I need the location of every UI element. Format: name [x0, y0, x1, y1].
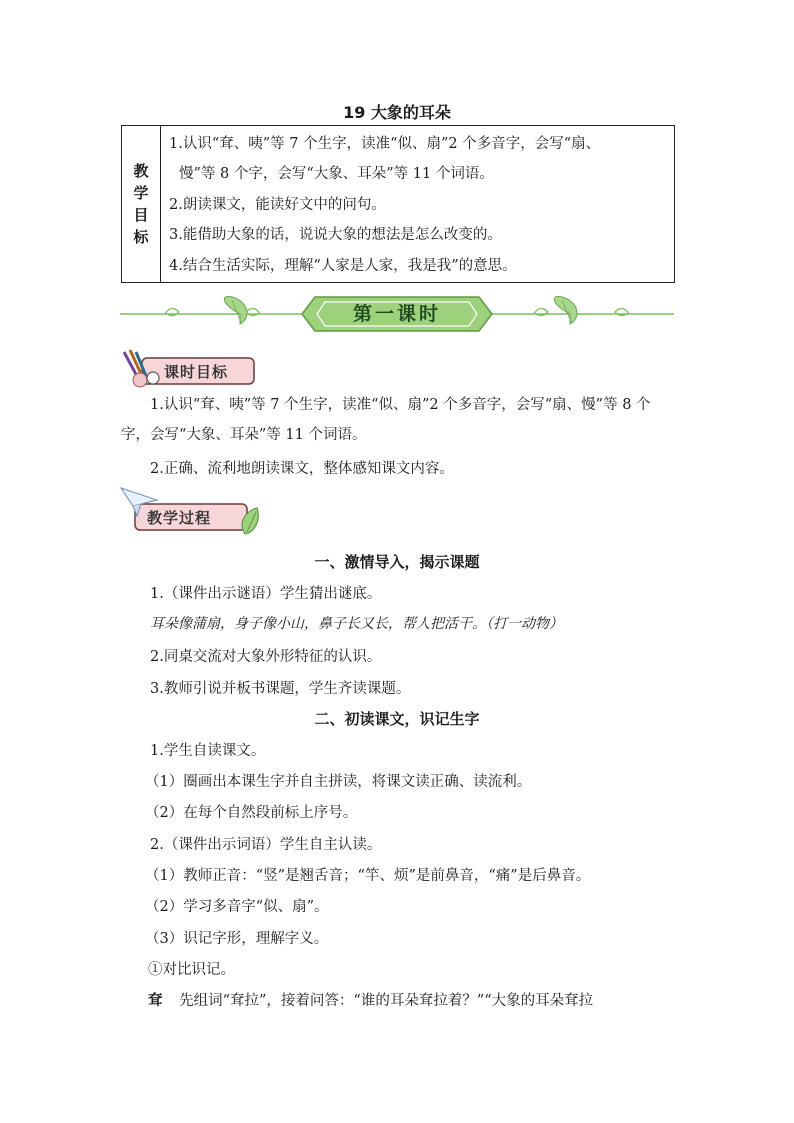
- goal-item: 慢”等 8 个字，会写“大象、耳朵”等 11 个词语。: [179, 166, 494, 183]
- character-explanation-text: 先组词“耷拉”，接着问答：“谁的耳朵耷拉着？”“大象的耳朵耷拉: [179, 993, 594, 1009]
- process-substep: （2）学习多音字“似、扇”。: [145, 899, 329, 915]
- process-step: 1.（课件出示谜语）学生猜出谜底。: [150, 586, 382, 602]
- section-heading: 一、激情导入，揭示课题: [314, 553, 480, 571]
- objective-paragraph: 2.正确、流利地朗读课文，整体感知课文内容。: [150, 461, 454, 477]
- goal-item: 2.朗读课文，能读好文中的问句。: [169, 196, 386, 213]
- process-step: 3.教师引说并板书课题，学生齐读课题。: [150, 681, 411, 697]
- lesson-objective-label: 课时目标: [164, 363, 229, 381]
- goal-item: 3.能借助大象的话，说说大象的想法是怎么改变的。: [169, 227, 502, 244]
- focus-character: 耷: [148, 993, 163, 1009]
- leaf-icon: [224, 296, 247, 324]
- character-explanation: [148, 989, 593, 1010]
- goals-list-cell: [161, 126, 675, 283]
- teaching-process-label: 教学过程: [147, 509, 212, 527]
- process-substep: ①对比识记。: [148, 962, 235, 978]
- goal-item: 4.结合生活实际，理解“人家是人家，我是我”的意思。: [169, 257, 517, 274]
- process-step: 2.同桌交流对大象外形特征的认识。: [150, 649, 382, 665]
- lesson-title: 19 大象的耳朵: [343, 103, 451, 122]
- goals-label-char: 教: [133, 162, 149, 180]
- process-substep: （1）教师正音：“竖”是翘舌音；“竿、烦”是前鼻音，“痛”是后鼻音。: [145, 868, 591, 884]
- process-step: 2.（课件出示词语）学生自主认读。: [150, 837, 382, 853]
- lesson-banner-title: 第一课时: [352, 303, 441, 325]
- process-step: 1.学生自读课文。: [150, 743, 266, 759]
- riddle-text: 耳朵像蒲扇，身子像小山，鼻子长又长，帮人把活干。（打一动物）: [150, 616, 563, 632]
- teaching-goals-table: [121, 125, 675, 283]
- process-substep: （2）在每个自然段前标上序号。: [145, 805, 358, 821]
- objective-paragraph: 1.认识“耷、咦”等 7 个生字，读准“似、扇”2 个多音字，会写“扇、慢”等 8 个字，会写“大象、耳朵”等 11 个词语。: [121, 397, 651, 443]
- goals-label-char: 学: [133, 184, 149, 202]
- goals-label-char: 目: [133, 206, 149, 224]
- goals-label-char: 标: [133, 228, 149, 246]
- process-substep: （3）识记字形，理解字义。: [145, 931, 329, 947]
- leaf-icon: [554, 296, 577, 324]
- process-substep: （1）圈画出本课生字并自主拼读，将课文读正确、读流利。: [145, 774, 532, 790]
- section-heading: 二、初读课文，识记生字: [314, 710, 480, 728]
- goals-label-cell: [122, 126, 161, 283]
- lesson-banner-ornament: [120, 294, 674, 334]
- goal-item: 1.认识“耷、咦”等 7 个生字，读准“似、扇”2 个多音字，会写“扇、: [169, 135, 601, 152]
